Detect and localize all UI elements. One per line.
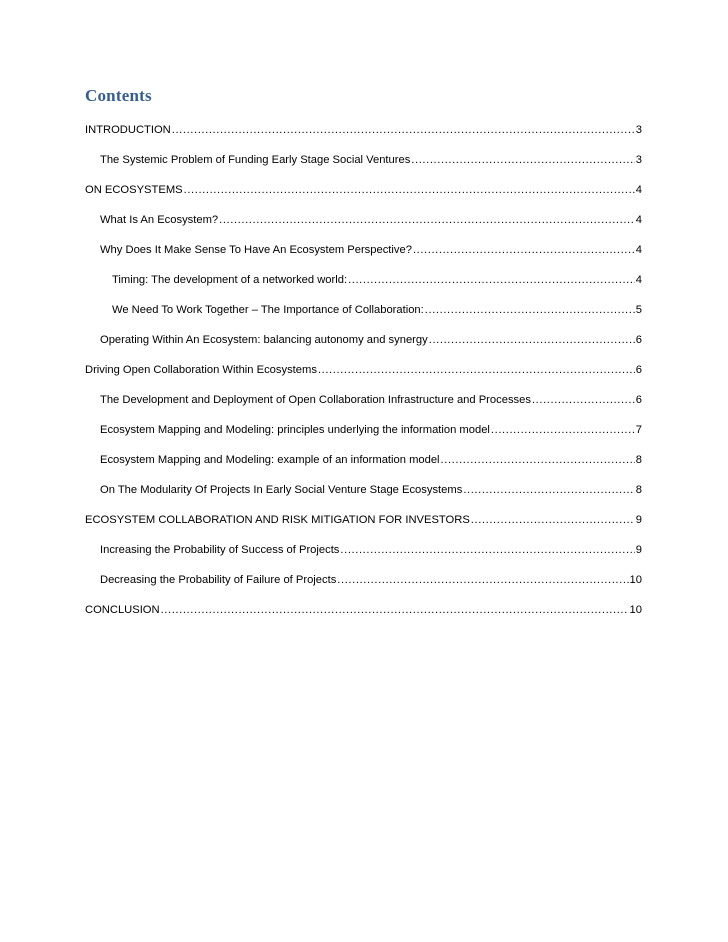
toc-entry[interactable]	[85, 150, 642, 170]
toc-page-number: 6	[635, 394, 642, 406]
toc-entry-label: Driving Open Collaboration Within Ecosystems	[85, 364, 317, 376]
toc-entry-label: Timing: The development of a networked world:	[112, 274, 348, 286]
toc-dot-leader	[471, 510, 635, 530]
toc-entry-label: Ecosystem Mapping and Modeling: example of an information model	[100, 454, 440, 466]
toc-entry-label: Ecosystem Mapping and Modeling: principles underlying the information model	[100, 424, 490, 436]
toc-entry-label: The Development and Deployment of Open Collaboration Infrastructure and Processes	[100, 394, 531, 406]
toc-dot-leader	[337, 570, 628, 590]
toc-dot-leader	[463, 480, 634, 500]
toc-entry[interactable]	[85, 480, 642, 500]
toc-entry-label: Increasing the Probability of Success of Projects	[100, 544, 340, 556]
toc-page-number: 10	[629, 574, 642, 586]
toc-entry-label: ON ECOSYSTEMS	[85, 184, 183, 196]
toc-dot-leader	[413, 240, 635, 260]
toc-dot-leader	[532, 390, 635, 410]
toc-page-number: 8	[635, 484, 642, 496]
toc-page-number: 7	[635, 424, 642, 436]
toc-entry[interactable]	[85, 180, 642, 200]
toc-entry-label: We Need To Work Together – The Importance of Collaboration:	[112, 304, 424, 316]
toc-dot-leader	[161, 600, 629, 620]
toc-entry-label: Why Does It Make Sense To Have An Ecosystem Perspective?	[100, 244, 412, 256]
toc-page-number: 4	[635, 244, 642, 256]
toc-entry[interactable]	[85, 540, 642, 560]
toc-entry[interactable]	[85, 300, 642, 320]
toc-page-number: 6	[635, 334, 642, 346]
toc-entry[interactable]	[85, 330, 642, 350]
toc-page-number: 4	[635, 184, 642, 196]
toc-entry-label: The Systemic Problem of Funding Early Stage Social Ventures	[100, 154, 411, 166]
toc-entry[interactable]	[85, 510, 642, 530]
toc-page-number: 3	[635, 124, 642, 136]
toc-dot-leader	[172, 120, 635, 140]
toc-dot-leader	[318, 360, 635, 380]
toc-entry[interactable]	[85, 270, 642, 290]
toc-dot-leader	[340, 540, 634, 560]
toc-page-number: 4	[635, 274, 642, 286]
toc-entry-label: Operating Within An Ecosystem: balancing autonomy and synergy	[100, 334, 428, 346]
toc-dot-leader	[441, 450, 635, 470]
toc-dot-leader	[411, 150, 634, 170]
toc-entry[interactable]	[85, 210, 642, 230]
toc-dot-leader	[348, 270, 635, 290]
toc-entry-label: INTRODUCTION	[85, 124, 171, 136]
toc-entry[interactable]	[85, 390, 642, 410]
toc-page-number: 8	[635, 454, 642, 466]
toc-page-number: 6	[635, 364, 642, 376]
toc-entry[interactable]	[85, 360, 642, 380]
toc-page-number: 4	[635, 214, 642, 226]
contents-heading: Contents	[85, 86, 152, 105]
toc-page-number: 9	[635, 544, 642, 556]
toc-entry[interactable]	[85, 570, 642, 590]
toc-entry-label: What Is An Ecosystem?	[100, 214, 219, 226]
toc-entry[interactable]	[85, 450, 642, 470]
toc-dot-leader	[184, 180, 635, 200]
toc-dot-leader	[491, 420, 635, 440]
toc-page-number: 10	[629, 604, 642, 616]
toc-page-number: 5	[635, 304, 642, 316]
toc-dot-leader	[429, 330, 635, 350]
toc-entry[interactable]	[85, 120, 642, 140]
toc-entry-label: CONCLUSION	[85, 604, 160, 616]
toc-dot-leader	[425, 300, 635, 320]
toc-page-number: 9	[635, 514, 642, 526]
toc-entry[interactable]	[85, 420, 642, 440]
toc-entry-label: ECOSYSTEM COLLABORATION AND RISK MITIGATION FOR INVESTORS	[85, 514, 470, 526]
toc-page-number: 3	[635, 154, 642, 166]
toc-entry-label: Decreasing the Probability of Failure of Projects	[100, 574, 337, 586]
toc-dot-leader	[219, 210, 635, 230]
toc-entry[interactable]	[85, 240, 642, 260]
toc-entry[interactable]	[85, 600, 642, 620]
toc-entry-label: On The Modularity Of Projects In Early Social Venture Stage Ecosystems	[100, 484, 463, 496]
